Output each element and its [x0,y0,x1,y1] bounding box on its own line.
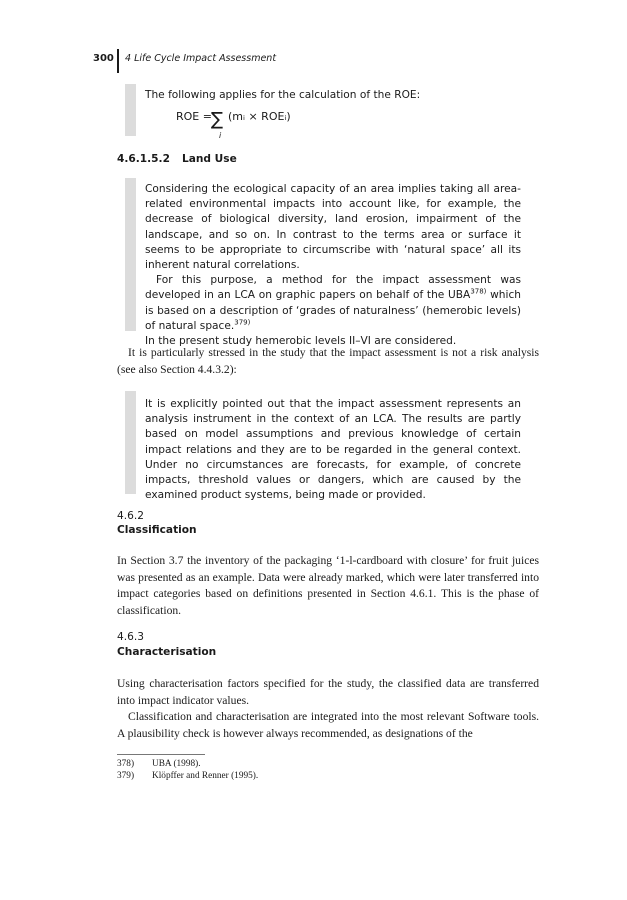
explicit-box: It is explicitly pointed out that the impact assessment represents an analysis instrument in the context of an LCA. The results are partly based on model assumptions and previous knowledge of certain impact relations and they are to be regarded in the general context. Under no circumstances are forecasts, for example, of concrete impacts, threshold values or dangers, which are caused by the examined product systems, being made or provided. [145,398,521,502]
subsection-number: 4.6.1.5.2 [117,153,170,165]
running-header [0,53,627,71]
header-divider [117,49,119,73]
footnote-378: 378) UBA (1998). [117,759,201,769]
formula-lhs: ROE = [176,110,212,123]
section-number-classification: 4.6.2 [117,510,144,522]
footnote-379: 379) Klöpffer and Renner (1995). [117,771,259,782]
land-use-box [145,182,521,349]
footnotes [117,758,258,783]
land-use-paragraph-1: Considering the ecological capacity of an area implies taking all area-related environmental impacts into account like, for example, the decrease of biological diversity, land erosion, impairment of the landscape, and so on. In contrast to the terms area or surface it seems to be appropriate to circumscribe with ‘natural space’ all its inherent natural correlations. [145,183,521,272]
running-title: 4 Life Cycle Impact Assessment [125,53,277,64]
classification-paragraph: In Section 3.7 the inventory of the packaging ‘1-l-cardboard with closure’ for fruit juices was presented as an example. Data were already marked, which were later transferred into impact categories based on definitions presented in Section 4.6.1. This is the phase of classification. [117,554,539,617]
land-use-paragraph-3: In the present study hemerobic levels II–VI are considered. [145,335,457,348]
roe-intro: The following applies for the calculation of the ROE: [145,89,421,101]
sum-symbol: ∑ [211,109,224,130]
formula-rhs: (mᵢ × ROEᵢ) [228,110,291,123]
subsection-title: Land Use [181,153,237,165]
land-use-paragraph-2: For this purpose, a method for the impact assessment was developed in an LCA on graphic papers on behalf of the UBA$^{378)}$ which is based on a description of ‘grades of naturalness’ (hemerobic levels) of natural space.$^{379)}$ [145,274,521,332]
section-title-classification: Classification [117,524,197,536]
sum-index: i [219,131,222,140]
roe-box-bar [125,84,136,136]
characterisation-paragraph-1: Using characterisation factors specified for the study, the classified data are transferred into impact indicator values. [117,677,539,707]
footnote-ref-378[interactable]: 378) [470,287,487,296]
footnote-ref-379[interactable]: 379) [234,318,251,327]
page-number: 300 [93,53,114,64]
section-title-characterisation: Characterisation [117,646,217,658]
section-number-characterisation: 4.6.3 [117,631,144,643]
land-use-box-bar [125,178,136,331]
characterisation-paragraphs [117,676,539,742]
footnote-divider [117,754,205,755]
explicit-box-bar [125,391,136,494]
characterisation-paragraph-2: Classification and characterisation are integrated into the most relevant Software tools. A plausibility check is however always recommended, as designations of the [117,710,539,740]
risk-paragraph: It is particularly stressed in the study that the impact assessment is not a risk analysis (see also Section 4.4.3.2): [117,346,539,376]
subsection-heading [117,153,237,165]
